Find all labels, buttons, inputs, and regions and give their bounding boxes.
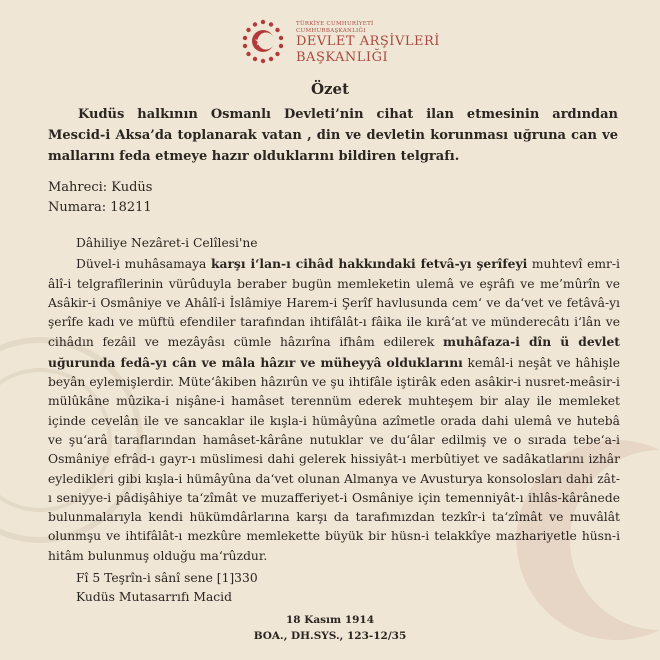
letter-body bbox=[48, 234, 620, 566]
institution-subtitle-line-1: TÜRKİYE CUMHURİYETİ bbox=[296, 21, 374, 27]
letter-text-2: muhtevî emr-i âlî-i telgrafîlerinin vürûduyla beraber bugün memleketin ulemâ ve eşrâfı ve me’mûrîn ve Asâkir-i Osmâniye ve Ahâlî-i İslâmiye Harem-i Şerîf havlusunda cem‘ ve da‘vet ve fetâvâ-yı şerîfe kadı ve müftü efendiler tarafından ihtifâlât-ı fâika ile kırâ‘at ve münderecâtı i‘lân ve cihâdın fezâil ve mezâyâsı cümle hâzırîna ifhâm edilerek bbox=[48, 257, 620, 350]
letter-bold-2: muhâfaza-i dîn ü devlet uğurunda fedâ-yı cân ve mâla hâzır ve müheyyâ olduklarını bbox=[48, 334, 620, 370]
letter-bold-1: karşı i‘lan-ı cihâd hakkındaki fetvâ-yı şerîfeyi bbox=[210, 256, 528, 272]
archive-reference: BOA., DH.SYS., 123-12/35 bbox=[253, 630, 407, 642]
letter-greeting: Dâhiliye Nezâret-i Celîlesi'ne bbox=[76, 236, 258, 250]
presidential-seal-icon bbox=[238, 16, 288, 66]
institution-name-line-1: DEVLET ARŞİVLERİ bbox=[296, 34, 440, 49]
document-number: Numara: 18211 bbox=[48, 200, 152, 215]
letter-signature: Kudüs Mutasarrıfı Macid bbox=[76, 590, 232, 604]
letter-date: Fî 5 Teşrîn-i sânî sene [1]330 bbox=[76, 571, 258, 585]
summary-paragraph: Kudüs halkının Osmanlı Devleti’nin cihat ilan etmesinin ardından Mescid-i Aksa’da toplanarak vatan , din ve devletin korunması uğruna can ve mallarını feda etmeye hazır olduklarını bildiren telgrafı. bbox=[48, 107, 618, 164]
institution-name bbox=[296, 34, 440, 66]
institution-name-line-2: BAŞKANLIĞI bbox=[296, 50, 389, 65]
institution-subtitle bbox=[296, 21, 374, 35]
footer-date: 18 Kasım 1914 bbox=[285, 614, 375, 626]
header bbox=[0, 14, 660, 74]
page-title: Özet bbox=[310, 80, 350, 98]
letter-text-1: Düvel-i muhâsamaya bbox=[76, 257, 211, 272]
sender-line: Mahreci: Kudüs bbox=[48, 180, 153, 195]
letter-main-paragraph bbox=[48, 254, 620, 566]
letter-text-3: kemâl-i neşât ve hâhişle beyân eylemişlerdir. Müte‘âkiben hâzırûn ve şu ihtifâle iştirâk eden asâkir-i nusret-meâsir-i mülûkâne mûzika-i nişâne-i hamâset terennüm ederek muhteşem bir alay ile memleket içinde cevelân ile ve sancaklar ile kışla-i hümâyûna azîmetle orada dahi ulemâ ve hutebâ ve şu‘arâ taraflarından hamâset-kârâne nutuklar ve du‘âlar edilmiş ve o sırada tebe‘a-i Osmâniye efrâd-ı gayr-ı müslimesi dahi gelerek hissiyât-ı merbûtiyet ve sadâkatlarını izhâr eyledikleri gibi kışla-i hümâyûna da‘vet olunan Almanya ve Avusturya konsolosları dahi zât-ı seniyye-i pâdişâhiye ta‘zîmât ve muzafferiyet-i Osmâniye için temenniyât-ı ihlâs-kârânede bulunmalarıyla kendi hükümdârlarına karşı da tarafımızdan tezkîr-i ta‘zîmât ve muvâlât olunmşu ve ihtifâlât-ı mezkûre memlekette büyük bir hüsn-i telakkîye mazhariyetle hüsn-i hitâm bulunmuş olduğu ma‘rûzdur. bbox=[48, 355, 620, 563]
institution-subtitle-line-2: CUMHURBAŞKANLIĞI bbox=[296, 28, 366, 34]
